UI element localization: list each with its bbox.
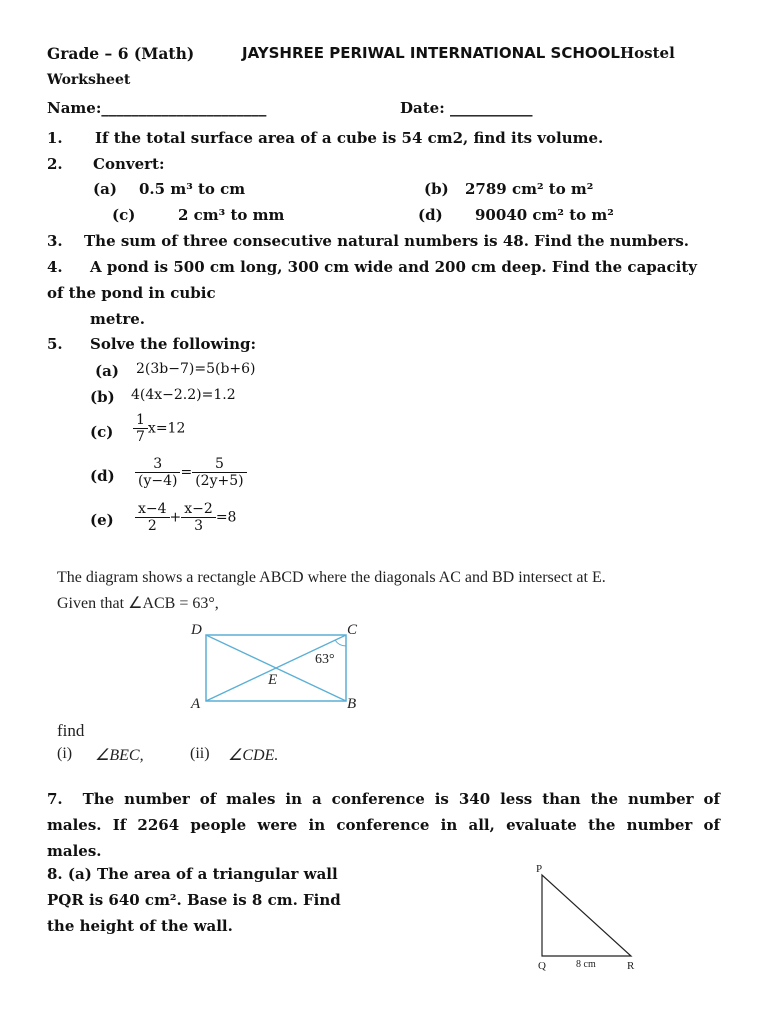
label-r: R — [627, 960, 635, 972]
q5e-expression — [135, 501, 236, 534]
find-label: find — [57, 721, 85, 740]
q5e-denominator-2: 3 — [194, 518, 204, 534]
q5c-expression — [133, 412, 185, 445]
grade-heading: Grade – 6 (Math) — [47, 44, 195, 63]
q2d-label: (d) — [418, 206, 443, 224]
q5e-plus: + — [169, 509, 182, 526]
date-field-label: Date: ___________ — [400, 99, 533, 117]
q5c-rest: x=12 — [147, 420, 186, 437]
find-ii-label: (ii) — [190, 745, 210, 762]
q4-line1: A pond is 500 cm long, 300 cm wide and 200 cm deep. Find the capacity — [90, 258, 697, 276]
name-field-label: Name:______________________ — [47, 99, 267, 117]
q7-block — [47, 786, 720, 864]
find-ii-text: ∠CDE. — [228, 747, 279, 764]
q2c-label: (c) — [112, 206, 136, 224]
q3-number: 3. — [47, 232, 63, 250]
diagram-intro-line2: Given that ∠ACB = 63°, — [57, 595, 219, 612]
q3-text: The sum of three consecutive natural numbers is 48. Find the numbers. — [84, 232, 690, 250]
rectangle-abcd-diagram — [185, 618, 365, 718]
label-e: E — [268, 672, 278, 688]
q1-text: If the total surface area of a cube is 54 cm2, find its volume. — [95, 129, 604, 147]
q4-number: 4. — [47, 258, 63, 276]
q5-text: Solve the following: — [90, 335, 257, 353]
q2-number: 2. — [47, 155, 63, 173]
angle-arc — [335, 640, 346, 646]
q5d-expression — [135, 456, 247, 489]
q5e-numerator-1: x−4 — [135, 501, 170, 518]
q2b-text: 2789 cm² to m² — [465, 180, 594, 198]
label-a: A — [191, 696, 201, 712]
school-name-text: JAYSHREE PERIWAL INTERNATIONAL SCHOOL — [242, 44, 620, 62]
triangle-pqr-diagram — [528, 860, 648, 980]
q5c-label: (c) — [90, 423, 114, 441]
q2a-text: 0.5 m³ to cm — [139, 180, 246, 198]
q5c-numerator: 1 — [133, 412, 148, 429]
q5d-equals: = — [180, 464, 193, 481]
q8-line1: 8. (a) The area of a triangular wall — [47, 865, 338, 883]
label-base-8cm: 8 cm — [576, 959, 596, 970]
worksheet-label: Worksheet — [47, 72, 131, 88]
school-name — [242, 44, 675, 62]
q4-line2: of the pond in cubic — [47, 284, 216, 302]
q2-text: Convert: — [93, 155, 165, 173]
q4-line3: metre. — [90, 310, 146, 328]
q5a-label: (a) — [95, 362, 119, 380]
label-angle-63: 63° — [315, 652, 335, 667]
q5d-denominator-1: (y−4) — [138, 473, 178, 489]
q5d-label: (d) — [90, 467, 115, 485]
q2c-text: 2 cm³ to mm — [178, 206, 285, 224]
q5b-expression: 4(4x−2.2)=1.2 — [131, 387, 236, 403]
q1-number: 1. — [47, 129, 63, 147]
q7-text: The number of males in a conference is 340 less than the number of males. If 2264 people were in conference in all, evaluate the number of males. — [47, 790, 720, 860]
q5e-rest: =8 — [215, 509, 237, 526]
label-p: P — [536, 863, 543, 875]
q5a-expression: 2(3b−7)=5(b+6) — [136, 361, 256, 377]
q7-number: 7. — [47, 790, 63, 808]
q8-line3: the height of the wall. — [47, 917, 233, 935]
triangle-pqr — [542, 875, 631, 956]
q5c-denominator: 7 — [136, 429, 145, 445]
label-c: C — [347, 622, 358, 638]
q5d-denominator-2: (2y+5) — [195, 473, 244, 489]
hostel-text: Hostel — [619, 44, 675, 62]
q5e-numerator-2: x−2 — [181, 501, 216, 518]
q5b-label: (b) — [90, 388, 115, 406]
q5d-numerator-1: 3 — [135, 456, 180, 473]
q5e-denominator-1: 2 — [147, 518, 157, 534]
diagram-intro-line1: The diagram shows a rectangle ABCD where the diagonals AC and BD intersect at E. — [57, 569, 606, 586]
label-b: B — [347, 696, 357, 712]
q2d-text: 90040 cm² to m² — [475, 206, 614, 224]
q5-number: 5. — [47, 335, 63, 353]
q5d-numerator-2: 5 — [192, 456, 246, 473]
q2b-label: (b) — [424, 180, 449, 198]
q5e-label: (e) — [90, 511, 114, 529]
q8-line2: PQR is 640 cm². Base is 8 cm. Find — [47, 891, 341, 909]
find-i-text: ∠BEC, — [95, 747, 144, 764]
find-i-label: (i) — [57, 745, 73, 762]
label-d: D — [191, 622, 202, 638]
q2a-label: (a) — [93, 180, 117, 198]
label-q: Q — [538, 960, 546, 972]
